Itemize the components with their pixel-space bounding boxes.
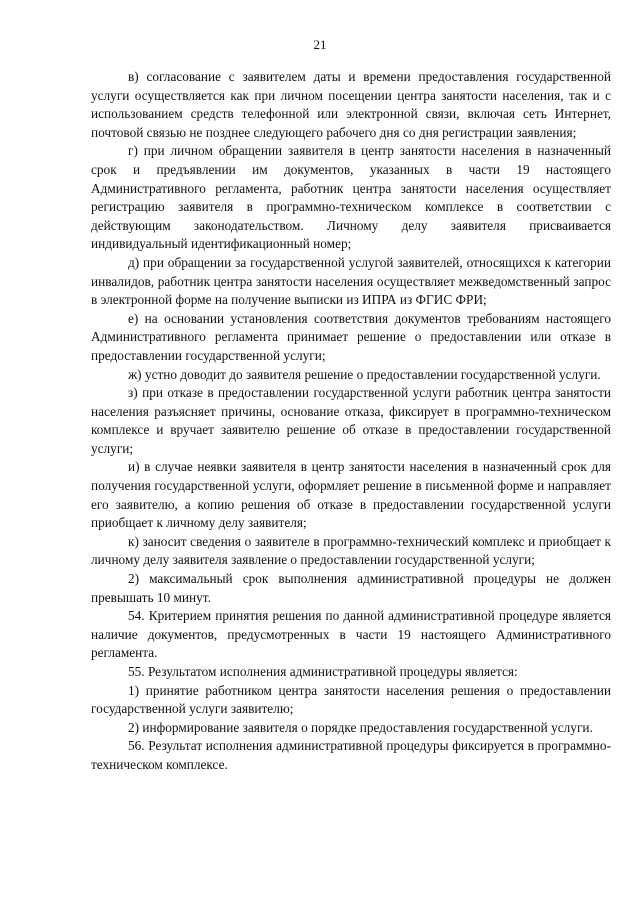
paragraph-e-decision: е) на основании установления соответствия документов требованиям настоящего Административного регламента принимает решение о предоставлении или отказе в предоставлении государственной услуги; — [91, 310, 611, 363]
document-body — [91, 68, 611, 775]
paragraph-56-record: 56. Результат исполнения административной процедуры фиксируется в программно-техническом комплексе. — [91, 738, 611, 772]
paragraph-d-disabled-request: д) при обращении за государственной услугой заявителей, относящихся к категории инвалидов, работник центра занятости населения осуществляет межведомственный запрос в электронной форме на получение выписки из ИПРА из ФГИС ФРИ; — [91, 254, 611, 308]
paragraph-55-result: 55. Результатом исполнения административной процедуры является: — [128, 664, 518, 679]
paragraph-g-registration: г) при личном обращении заявителя в центр занятости населения в назначенный срок и предъявлении им документов, указанных в части 19 настоящего Административного регламента, работник центра занятости населения осуществляет регистрацию заявителя в программно-техническом комплексе в соответствии с действующим законодательством. Личному делу заявителя присваивается индивидуальный идентификационный номер; — [91, 143, 611, 252]
paragraph-2-max-time: 2) максимальный срок выполнения административной процедуры не должен превышать 10 минут. — [91, 571, 611, 605]
paragraph-55-1-decision: 1) принятие работником центра занятости населения решения о предоставлении государственной услуги заявителю; — [91, 682, 611, 717]
paragraph-54-criterion: 54. Критерием принятия решения по данной административной процедуре является наличие документов, предусмотренных в части 19 настоящего Административного регламента. — [91, 608, 611, 661]
paragraph-i-no-show: и) в случае неявки заявителя в центр занятости населения в назначенный срок для получения государственной услуги, оформляет решение в письменной форме и направляет его заявителю, а копию решения об отказе в предоставлении государственной услуги приобщает к личному делу заявителя; — [91, 459, 611, 531]
page-number: 21 — [313, 37, 327, 52]
paragraph-v-scheduling: в) согласование с заявителем даты и времени предоставления государственной услуги осуществляется как при личном посещении центра занятости населения, так и с использованием средств телефонной или электронной связи, включая сеть Интернет, почтовой связью не позднее следующего рабочего дня со дня регистрации заявления; — [91, 69, 611, 140]
paragraph-k-record: к) заносит сведения о заявителе в программно-технический комплекс и приобщает к личному делу заявителя заявление о предоставлении государственной услуги; — [91, 533, 611, 568]
paragraph-zh-notify: ж) устно доводит до заявителя решение о предоставлении государственной услуги. — [128, 366, 601, 382]
paragraph-55-2-inform: 2) информирование заявителя о порядке предоставления государственной услуги. — [128, 719, 593, 735]
paragraph-z-refusal: з) при отказе в предоставлении государственной услуги работник центра занятости населения разъясняет причины, основание отказа, фиксирует в программно-техническом комплексе и вручает заявителю решение об отказе в предоставлении государственной услуги; — [91, 385, 611, 456]
